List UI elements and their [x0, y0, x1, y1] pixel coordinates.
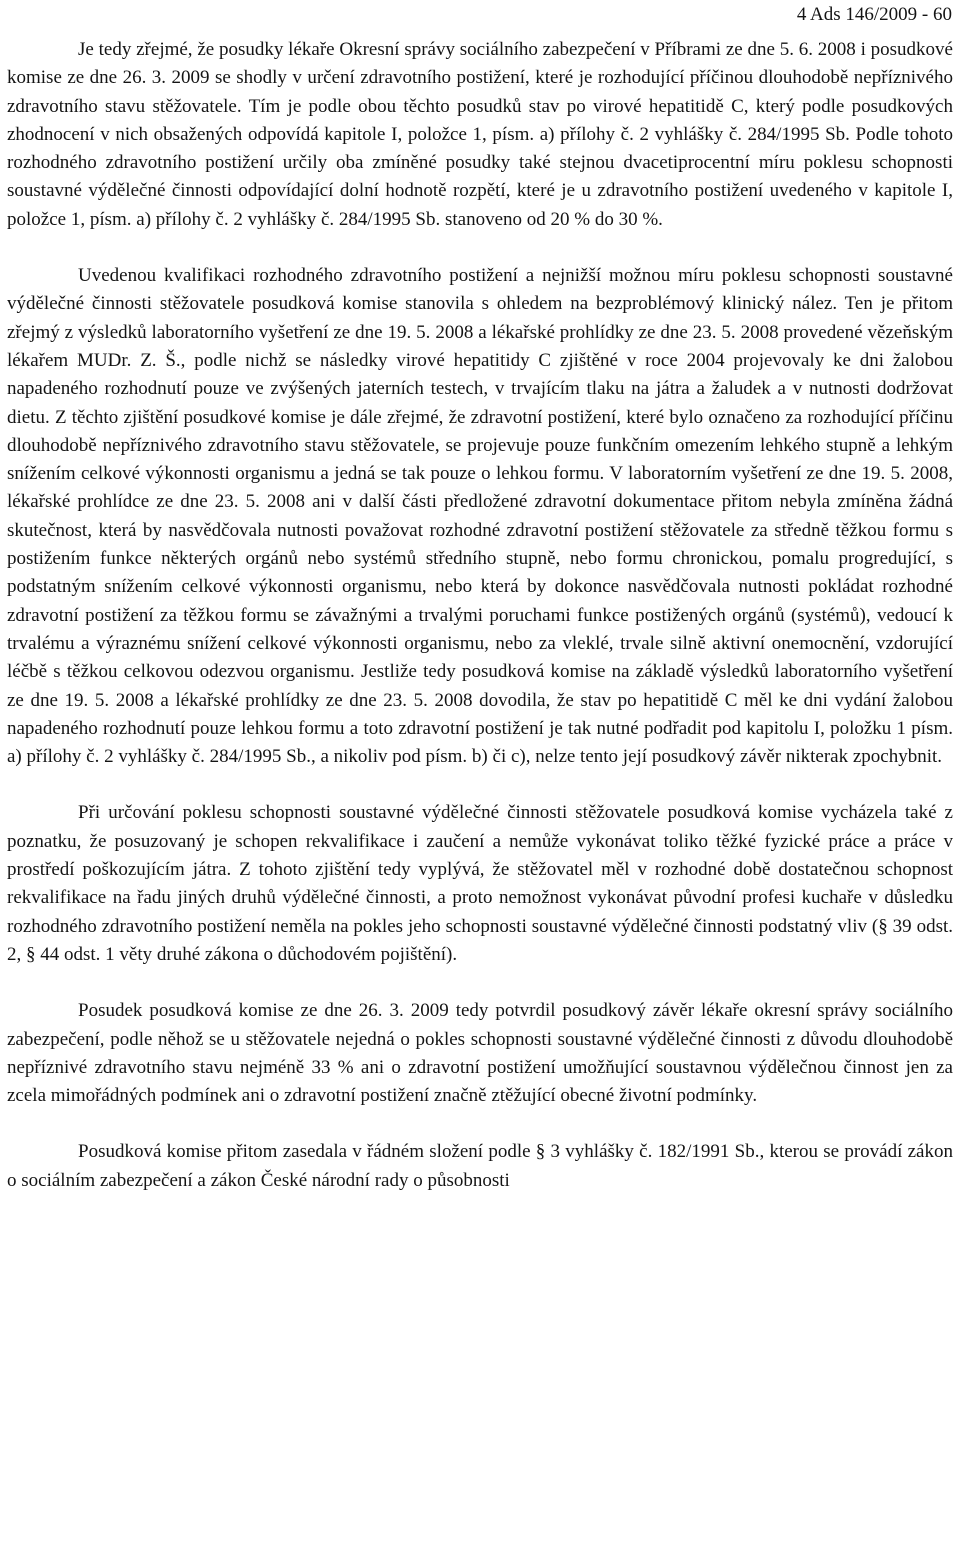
paragraph-1: Je tedy zřejmé, že posudky lékaře Okresní správy sociálního zabezpečení v Příbrami ze dne 5. 6. 2008 i posudkové komise ze dne 26. 3. 2009 se shodly v určení zdravotního postižení, které je rozhodující příčinou dlouhodobě nepříznivého zdravotního stavu stěžovatele. Tím je podle obou těchto posudků stav po virové hepatitidě C, který podle posudkových zhodnocení v nich obsažených odpovídá kapitole I, položce 1, písm. a) přílohy č. 2 vyhlášky č. 284/1995 Sb. Podle tohoto rozhodného zdravotního postižení určily oba zmíněné posudky také stejnou dvacetiprocentní míru poklesu schopnosti soustavné výdělečné činnosti odpovídající dolní hodnotě rozpětí, které je u zdravotního postižení uvedeného v kapitole I, položce 1, písm. a) přílohy č. 2 vyhlášky č. 284/1995 Sb. stanoveno od 20 % do 30 %.	[7, 39, 953, 230]
paragraph-5: Posudková komise přitom zasedala v řádném složení podle § 3 vyhlášky č. 182/1991 Sb., kterou se provádí zákon o sociálním zabezpečení a zákon České národní rady o působnosti	[7, 1141, 953, 1191]
paragraph-3: Při určování poklesu schopnosti soustavné výdělečné činnosti stěžovatele posudková komise vycházela také z poznatku, že posuzovaný je schopen rekvalifikace i zaučení a nemůže vykonávat toliko těžké fyzické práce a práce v prostředí poškozujícím játra. Z tohoto zjištění tedy vyplývá, že stěžovatel měl v rozhodné době dostatečnou schopnost rekvalifikace na řadu jiných druhů výdělečné činnosti, a proto nemožnost vykonávat původní profesi kuchaře v důsledku rozhodného zdravotního postižení neměla na pokles jeho schopnosti soustavné výdělečné činnosti podstatný vliv (§ 39 odst. 2, § 44 odst. 1 věty druhé zákona o důchodovém pojištění).	[7, 802, 953, 965]
document-body	[7, 36, 953, 1195]
page-reference: 4 Ads 146/2009 - 60	[796, 4, 952, 25]
paragraph-2: Uvedenou kvalifikaci rozhodného zdravotního postižení a nejnižší možnou míru poklesu schopnosti soustavné výdělečné činnosti stěžovatele posudková komise stanovila s ohledem na bezproblémový klinický nález. Ten je přitom zřejmý z výsledků laboratorního vyšetření ze dne 19. 5. 2008 a lékařské prohlídky ze dne 23. 5. 2008 provedené vězeňským lékařem MUDr. Z. Š., podle nichž se následky virové hepatitidy C zjištěné v roce 2004 projevovaly ke dni žalobou napadeného rozhodnutí pouze ve zvýšených jaterních testech, v trvajícím tlaku na játra a žaludek a v nutnosti dodržovat dietu. Z těchto zjištění posudkové komise je dále zřejmé, že zdravotní postižení, které bylo označeno za rozhodující příčinu dlouhodobě nepříznivého zdravotního stavu stěžovatele, se projevuje pouze funkčním omezením lehkého stupně a lehkým snížením celkové výkonnosti organismu a jedná se tak pouze o lehkou formu. V laboratorním vyšetření ze dne 19. 5. 2008, lékařské prohlídce ze dne 23. 5. 2008 ani v další části předložené zdravotní dokumentace přitom nebyla zmíněna žádná skutečnost, která by nasvědčovala nutnosti považovat rozhodné zdravotní postižení stěžovatele za středně těžkou formu s postižením funkce některých orgánů nebo systémů středního stupně, nebo formu chronickou, pomalu progredující, s podstatným snížením celkové výkonnosti organismu, nebo která by dokonce nasvědčovala nutnosti pokládat rozhodné zdravotní postižení za těžkou formu se závažnými a trvalými poruchami funkce postižených orgánů (systémů), vedoucí k trvalému a výraznému snížení celkové výkonnosti organismu, nebo za vleklé, trvale silně aktivní onemocnění, vzdorující léčbě s těžkou celkovou odezvou organismu. Jestliže tedy posudková komise na základě výsledků laboratorního vyšetření ze dne 19. 5. 2008 a lékařské prohlídky ze dne 23. 5. 2008 dovodila, že stav po hepatitidě C měl ke dni vydání žalobou napadeného rozhodnutí pouze lehkou formu a toto zdravotní postižení je tak nutné podřadit pod kapitolu I, položku 1 písm. a) přílohy č. 2 vyhlášky č. 284/1995 Sb., a nikoliv pod písm. b) či c), nelze tento její posudkový závěr nikterak zpochybnit.	[7, 265, 953, 768]
paragraph-4: Posudek posudková komise ze dne 26. 3. 2009 tedy potvrdil posudkový závěr lékaře okresní správy sociálního zabezpečení, podle něhož se u stěžovatele nejedná o pokles schopnosti soustavné výdělečné činnosti z důvodu dlouhodobě nepříznivé zdravotního stavu nejméně 33 % ani o zdravotní postižení umožňující soustavnou výdělečnou činnost jen za zcela mimořádných podmínek ani o zdravotní postižení značně ztěžující obecné životní podmínky.	[7, 1000, 953, 1107]
